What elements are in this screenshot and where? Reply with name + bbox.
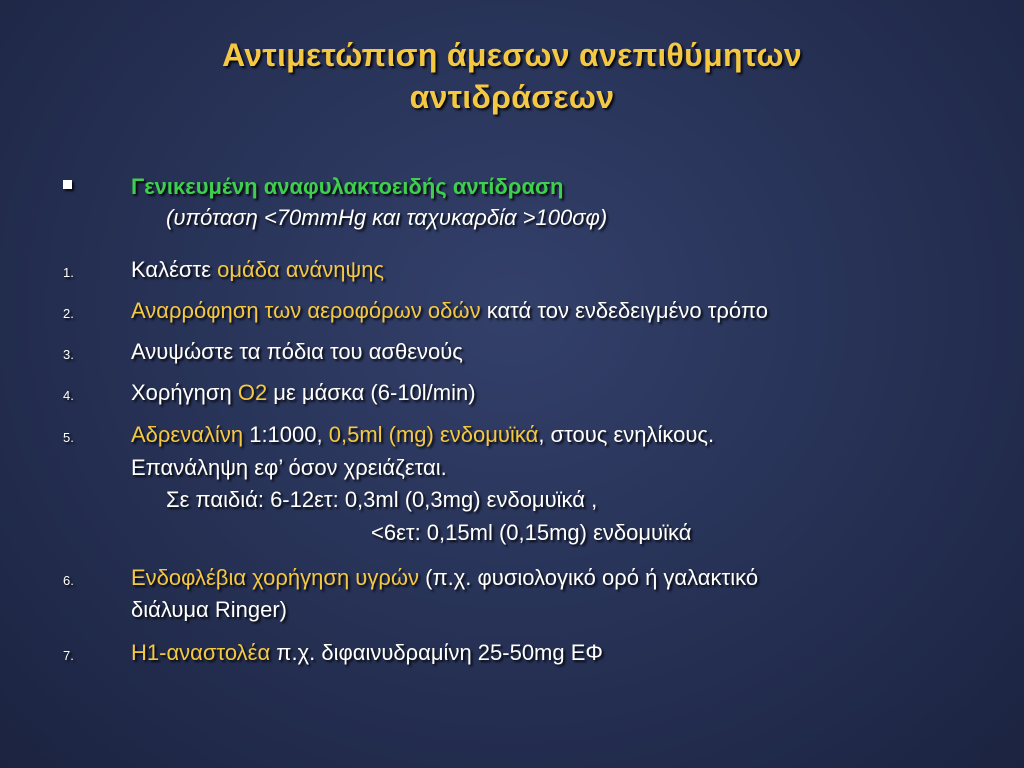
section-subheading: (υπόταση <70mmHg και ταχυκαρδία >100σφ) bbox=[166, 205, 608, 230]
step-7 bbox=[131, 639, 603, 667]
step-5-line-4: <6ετ: 0,15ml (0,15mg) ενδομυϊκά bbox=[371, 520, 692, 545]
step-number-3: 3. bbox=[63, 347, 74, 362]
step-number-2: 2. bbox=[63, 306, 74, 321]
title-line-2: αντιδράσεων bbox=[409, 79, 615, 115]
step-5-text-b: , στους ενηλίκους. bbox=[538, 422, 715, 447]
step-1-text: Καλέστε bbox=[131, 257, 218, 282]
step-2 bbox=[131, 297, 768, 325]
step-6-text: (π.χ. φυσιολογικό ορό ή γαλακτικό bbox=[419, 565, 759, 590]
step-3-text: Ανυψώστε τα πόδια του ασθενούς bbox=[131, 339, 463, 364]
step-5-line-3: Σε παιδιά: 6-12ετ: 0,3ml (0,3mg) ενδομυϊκά , bbox=[166, 487, 598, 512]
section-heading: Γενικευμένη αναφυλακτοειδής αντίδραση bbox=[131, 174, 564, 199]
step-4-text-b: με μάσκα (6-10l/min) bbox=[267, 380, 476, 405]
step-4-highlight: O2 bbox=[237, 380, 268, 405]
step-1-highlight: ομάδα ανάνηψης bbox=[217, 257, 385, 282]
step-7-highlight: H1-αναστολέα bbox=[131, 640, 271, 665]
step-3 bbox=[131, 338, 463, 366]
step-6-line-2: διάλυμα Ringer) bbox=[131, 597, 287, 622]
step-number-7: 7. bbox=[63, 648, 74, 663]
step-4 bbox=[131, 379, 476, 407]
step-5 bbox=[131, 421, 714, 449]
step-number-5: 5. bbox=[63, 430, 74, 445]
step-number-4: 4. bbox=[63, 388, 74, 403]
step-number-1: 1. bbox=[63, 265, 74, 280]
step-number-6: 6. bbox=[63, 573, 74, 588]
step-5-text-a: 1:1000, bbox=[243, 422, 329, 447]
slide-title bbox=[60, 34, 964, 118]
square-bullet-icon bbox=[63, 180, 72, 189]
step-2-text: κατά τον ενδεδειγμένο τρόπο bbox=[480, 298, 768, 323]
step-5-highlight-a: Αδρεναλίνη bbox=[131, 422, 244, 447]
step-4-text-a: Χορήγηση bbox=[131, 380, 238, 405]
step-5-line-2: Επανάληψη εφ’ όσον χρειάζεται. bbox=[131, 455, 447, 480]
step-1 bbox=[131, 256, 384, 284]
step-5-highlight-b: 0,5ml (mg) ενδομυϊκά bbox=[328, 422, 539, 447]
step-6-highlight: Ενδοφλέβια χορήγηση υγρών bbox=[131, 565, 420, 590]
title-line-1: Αντιμετώπιση άμεσων ανεπιθύμητων bbox=[222, 37, 802, 73]
step-7-text: π.χ. διφαινυδραμίνη 25-50mg ΕΦ bbox=[270, 640, 603, 665]
step-6 bbox=[131, 564, 758, 592]
step-2-highlight: Αναρρόφηση των αεροφόρων οδών bbox=[131, 298, 481, 323]
